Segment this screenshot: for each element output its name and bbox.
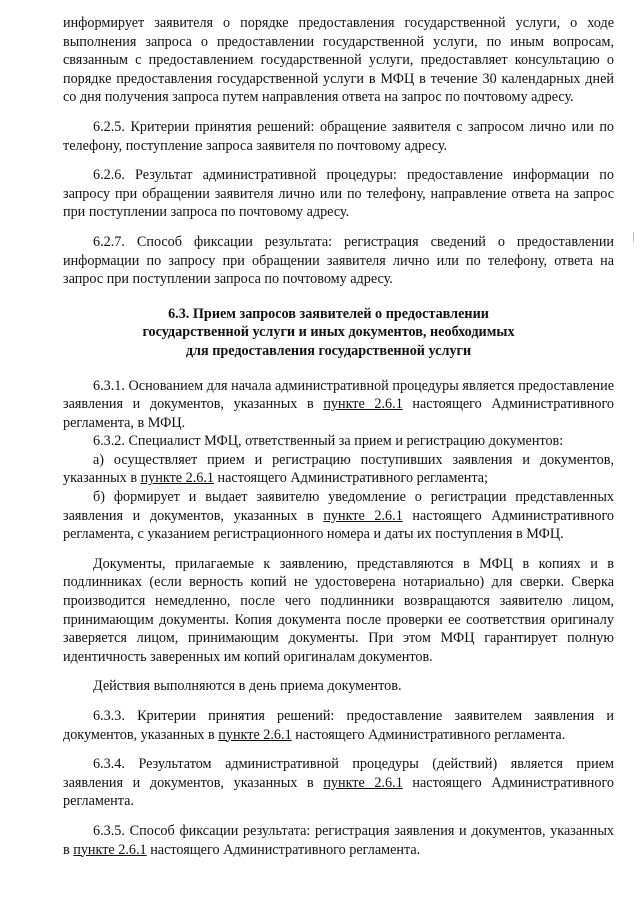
link-clause-2-6-1[interactable]: пункте 2.6.1 bbox=[323, 396, 403, 413]
list-item-a: а) осуществляет прием и регистрацию поступивших заявления и документов, указанных в пункте 2.6.1 настоящего Административного регламента; bbox=[63, 451, 614, 487]
link-clause-2-6-1[interactable]: пункте 2.6.1 bbox=[140, 470, 214, 487]
section-heading-line-2: государственной услуги и иных документов, необходимых bbox=[142, 324, 515, 341]
list-item-b: б) формирует и выдает заявителю уведомление о регистрации представленных заявления и документов, указанных в пункте 2.6.1 настоящего Административного регламента, с указанием регистрационного номера и даты их поступления в МФЦ. bbox=[63, 489, 615, 543]
intro-paragraph: информирует заявителя о порядке предоставления государственной услуги, о ходе выполнения запроса о предоставлении государственной услуги, по иным вопросам, связанным с предоставлением государственной услуги, предоставляет консультацию о порядке предоставления государственной услуги в МФЦ в течение 30 календарных дней со дня получения запроса путем направления ответа на запрос по почтовому адресу. bbox=[63, 15, 614, 106]
section-heading-line-1: 6.3. Прием запросов заявителей о предоставлении bbox=[168, 305, 489, 322]
paragraph-6-2-7: 6.2.7. Способ фиксации результата: регистрация сведений о предоставлении информации по запросу при обращении заявителя лично или по телефону, ответа на запрос при поступлении запроса по почтовому адресу. bbox=[63, 233, 614, 288]
link-clause-2-6-1[interactable]: пункте 2.6.1 bbox=[218, 726, 292, 743]
paragraph-documents: Документы, прилагаемые к заявлению, представляются в МФЦ в копиях и в подлинниках (если верность копий не удостоверена нотариально) для сверки. Сверка производится немедленно, после чего подлинники возвращаются заявителю лицом, принимающим документы. Копия документа после проверки ее соответствия оригиналу заверяется лицом, принимающим документы. При этом МФЦ гарантирует полную идентичность заверенных им копий оригиналам документов. bbox=[63, 555, 614, 665]
paragraph-6-3-4: 6.3.4. Результатом административной процедуры (действий) является прием заявления и документов, указанных в пункте 2.6.1 настоящего Административного регламента. bbox=[63, 756, 615, 810]
link-clause-2-6-1[interactable]: пункте 2.6.1 bbox=[73, 841, 147, 858]
paragraph-same-day: Действия выполняются в день приема документов. bbox=[93, 678, 402, 695]
link-clause-2-6-1[interactable]: пункте 2.6.1 bbox=[323, 507, 403, 524]
paragraph-6-3-1: 6.3.1. Основанием для начала административной процедуры является предоставление заявления и документов, указанных в пункте 2.6.1 настоящего Административного регламента, в МФЦ. bbox=[63, 377, 615, 431]
paragraph-6-2-5: 6.2.5. Критерии принятия решений: обращение заявителя с запросом лично или по телефону, поступление запроса заявителя по почтовому адресу. bbox=[63, 118, 614, 154]
paragraph-6-3-5: 6.3.5. Способ фиксации результата: регистрация заявления и документов, указанных в пункте 2.6.1 настоящего Административного регламента. bbox=[63, 822, 614, 858]
scan-margin-mark bbox=[633, 232, 634, 242]
section-heading-line-3: для предоставления государственной услуги bbox=[185, 342, 472, 359]
section-heading-6-3 bbox=[63, 305, 614, 361]
link-clause-2-6-1[interactable]: пункте 2.6.1 bbox=[323, 774, 403, 791]
paragraph-6-3-3: 6.3.3. Критерии принятия решений: предоставление заявителем заявления и документов, указанных в пункте 2.6.1 настоящего Административного регламента. bbox=[63, 708, 614, 743]
paragraph-6-2-6: 6.2.6. Результат административной процедуры: предоставление информации по запросу при обращении заявителя лично или по телефону, направление ответа на запрос при поступлении запроса по почтовому адресу. bbox=[63, 167, 614, 221]
paragraph-6-3-2: 6.3.2. Специалист МФЦ, ответственный за прием и регистрацию документов: bbox=[93, 433, 564, 450]
